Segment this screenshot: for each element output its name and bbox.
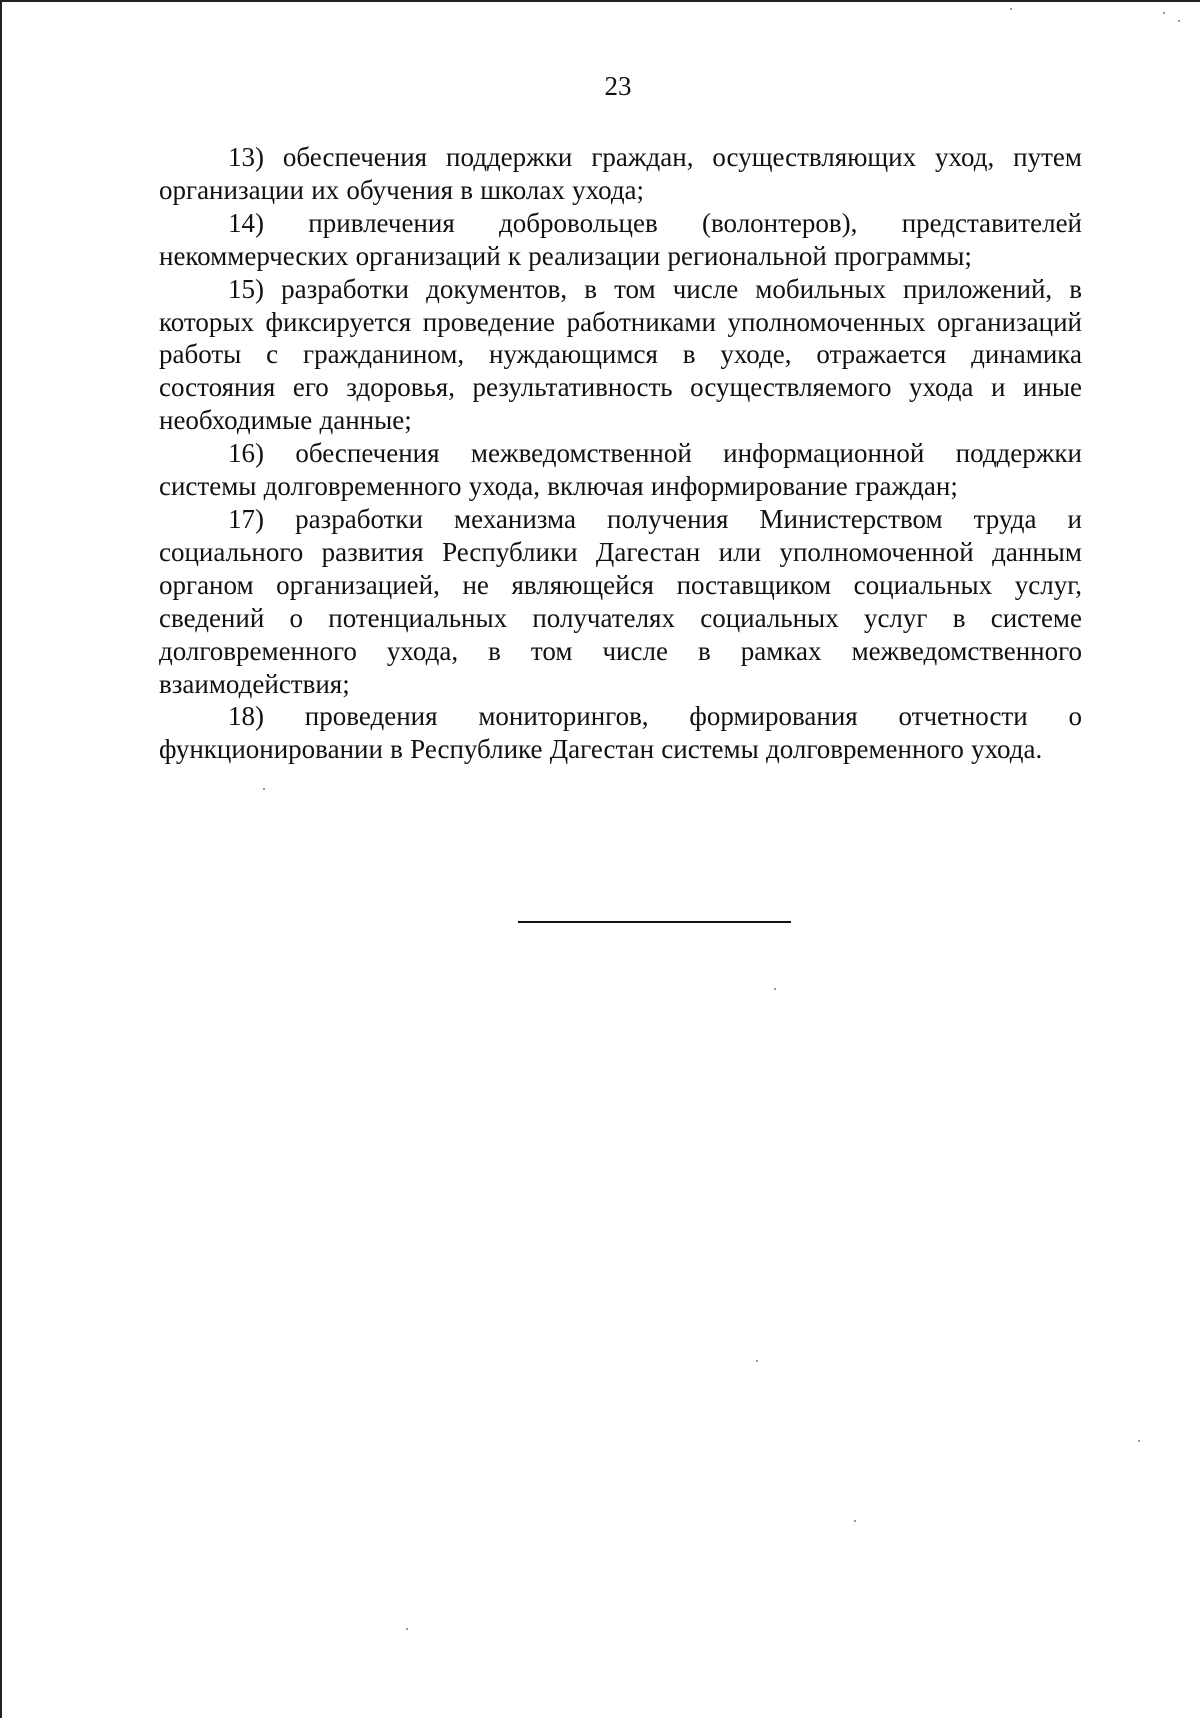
scan-speck bbox=[1163, 12, 1165, 14]
scan-speck bbox=[756, 1360, 758, 1362]
scan-speck bbox=[1178, 20, 1180, 22]
scan-speck bbox=[774, 988, 776, 990]
list-item-13: 13) обеспечения поддержки граждан, осуществляющих уход, путем организации их обучения в школах ухода; bbox=[159, 142, 1082, 205]
scan-speck bbox=[263, 788, 265, 790]
document-body bbox=[159, 141, 1082, 766]
scan-speck bbox=[1138, 1440, 1140, 1442]
list-item-17: 17) разработки механизма получения Министерством труда и социального развития Республики Дагестан или уполномоченной данным органом организацией, не являющейся поставщиком социальных услуг, сведений о потенциальных получателях социальных услуг в системе долговременного ухода, в том числе в рамках межведомственного взаимодействия; bbox=[159, 503, 1082, 699]
scan-speck bbox=[1010, 8, 1012, 10]
list-item-15: 15) разработки документов, в том числе мобильных приложений, в которых фиксируется проведение работниками уполномоченных организаций работы с гражданином, нуждающимся в уходе, отражается динамика состояния его здоровья, результативность осуществляемого ухода и иные необходимые данные; bbox=[159, 273, 1082, 436]
list-item-16: 16) обеспечения межведомственной информационной поддержки системы долговременного ухода, включая информирование граждан; bbox=[159, 438, 1082, 502]
end-of-text-rule bbox=[518, 921, 791, 923]
page-number: 23 bbox=[604, 71, 632, 101]
list-item-14: 14) привлечения добровольцев (волонтеров), представителей некоммерческих организаций к реализации региональной программы; bbox=[159, 207, 1082, 271]
scan-speck bbox=[406, 1628, 408, 1630]
list-item-18: 18) проведения мониторингов, формирования отчетности о функционировании в Республике Дагестан системы долговременного ухода. bbox=[159, 701, 1082, 765]
scan-speck bbox=[854, 1520, 856, 1522]
